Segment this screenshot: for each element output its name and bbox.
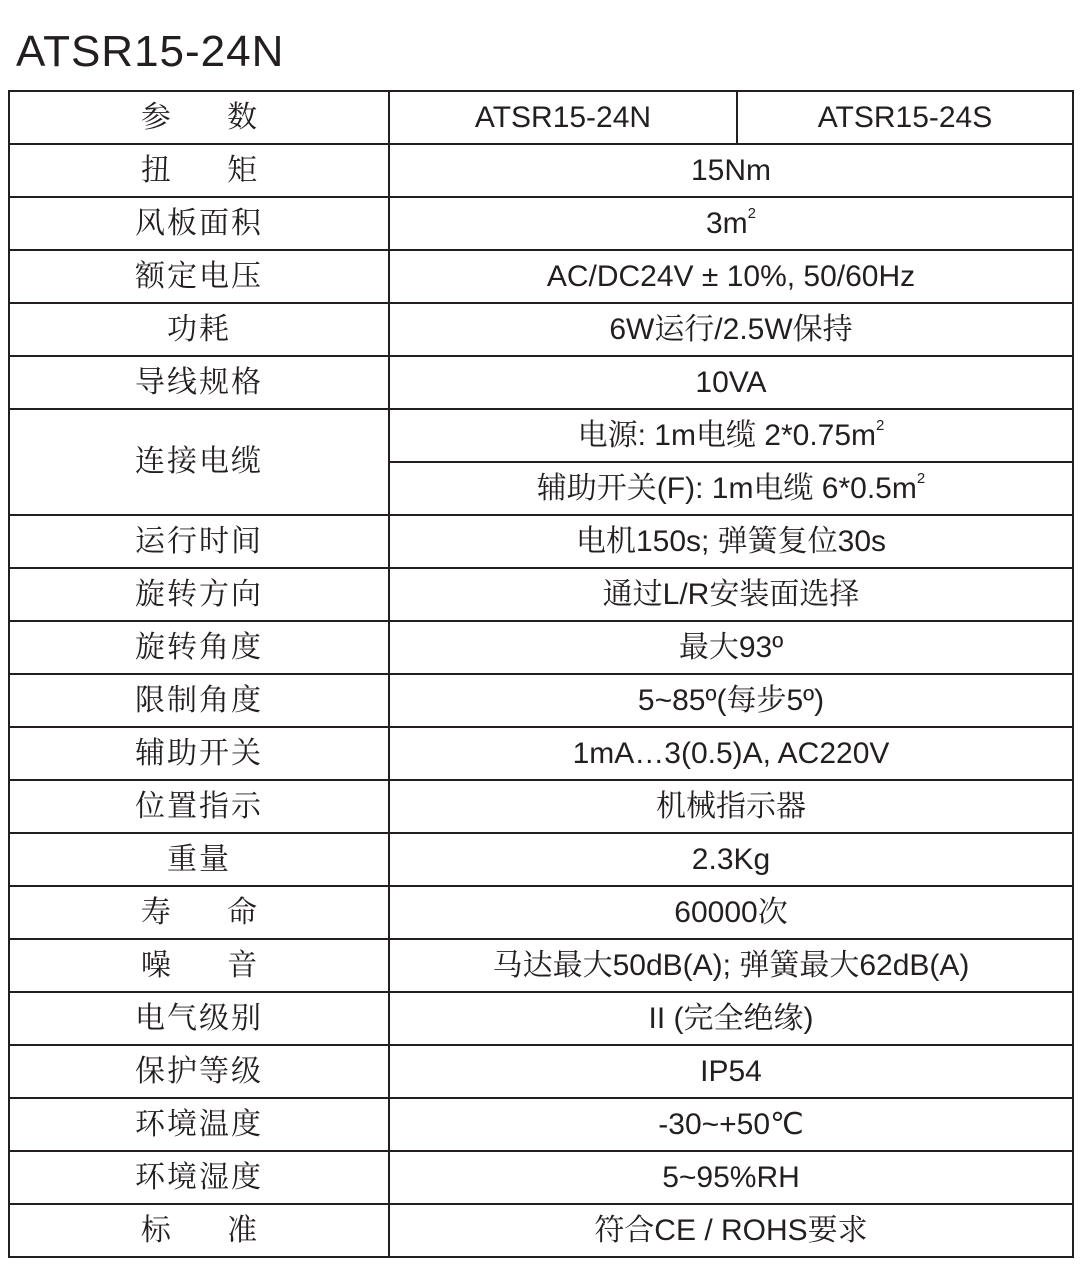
superscript: 2 bbox=[747, 204, 757, 222]
table-row bbox=[9, 621, 1073, 674]
row-value bbox=[389, 409, 1073, 462]
header-model-s: ATSR15-24S bbox=[737, 91, 1073, 144]
table-header-row bbox=[9, 91, 1073, 144]
table-row bbox=[9, 409, 1073, 462]
table-row bbox=[9, 674, 1073, 727]
superscript: 2 bbox=[916, 469, 926, 487]
row-value-text: 电源: 1m电缆 2*0.75m bbox=[577, 418, 877, 452]
row-label: 旋转方向 bbox=[9, 568, 389, 621]
table-row bbox=[9, 886, 1073, 939]
table-row bbox=[9, 1151, 1073, 1204]
row-label: 噪 音 bbox=[9, 939, 389, 992]
header-model-n: ATSR15-24N bbox=[389, 91, 737, 144]
table-row bbox=[9, 568, 1073, 621]
table-row bbox=[9, 727, 1073, 780]
row-value: 最大93º bbox=[389, 621, 1073, 674]
row-value: 5~85º(每步5º) bbox=[389, 674, 1073, 727]
row-label: 功耗 bbox=[9, 303, 389, 356]
table-row bbox=[9, 303, 1073, 356]
row-label: 电气级别 bbox=[9, 992, 389, 1045]
row-value bbox=[389, 197, 1073, 250]
table-row bbox=[9, 515, 1073, 568]
row-value: 2.3Kg bbox=[389, 833, 1073, 886]
row-value: 5~95%RH bbox=[389, 1151, 1073, 1204]
row-label: 运行时间 bbox=[9, 515, 389, 568]
page-title: ATSR15-24N bbox=[16, 27, 285, 76]
spec-table bbox=[8, 90, 1074, 1258]
row-label: 额定电压 bbox=[9, 250, 389, 303]
row-value: 15Nm bbox=[389, 144, 1073, 197]
row-value: 1mA…3(0.5)A, AC220V bbox=[389, 727, 1073, 780]
table-row bbox=[9, 197, 1073, 250]
row-value: 6W运行/2.5W保持 bbox=[389, 303, 1073, 356]
row-label: 标 准 bbox=[9, 1204, 389, 1257]
row-label: 寿 命 bbox=[9, 886, 389, 939]
row-label: 旋转角度 bbox=[9, 621, 389, 674]
row-value-text: 辅助开关(F): 1m电缆 6*0.5m bbox=[536, 471, 917, 505]
row-value: 通过L/R安装面选择 bbox=[389, 568, 1073, 621]
superscript: 2 bbox=[876, 416, 885, 434]
header-param: 参 数 bbox=[9, 91, 389, 144]
row-value: 机械指示器 bbox=[389, 780, 1073, 833]
row-label: 环境湿度 bbox=[9, 1151, 389, 1204]
row-value: 马达最大50dB(A); 弹簧最大62dB(A) bbox=[389, 939, 1073, 992]
row-value: II (完全绝缘) bbox=[389, 992, 1073, 1045]
row-value: 10VA bbox=[389, 356, 1073, 409]
row-value-text: 3m bbox=[705, 206, 748, 240]
table-row bbox=[9, 1204, 1073, 1257]
row-label: 辅助开关 bbox=[9, 727, 389, 780]
row-value: 符合CE / ROHS要求 bbox=[389, 1204, 1073, 1257]
row-label: 重量 bbox=[9, 833, 389, 886]
table-row bbox=[9, 939, 1073, 992]
row-value: IP54 bbox=[389, 1045, 1073, 1098]
row-value: 60000次 bbox=[389, 886, 1073, 939]
row-label: 连接电缆 bbox=[9, 409, 389, 515]
table-row bbox=[9, 1045, 1073, 1098]
row-label: 环境温度 bbox=[9, 1098, 389, 1151]
table-row bbox=[9, 833, 1073, 886]
row-label: 风板面积 bbox=[9, 197, 389, 250]
row-label: 保护等级 bbox=[9, 1045, 389, 1098]
row-label: 导线规格 bbox=[9, 356, 389, 409]
table-row bbox=[9, 144, 1073, 197]
row-label: 位置指示 bbox=[9, 780, 389, 833]
table-row bbox=[9, 250, 1073, 303]
row-value: -30~+50℃ bbox=[389, 1098, 1073, 1151]
table-row bbox=[9, 356, 1073, 409]
table-row bbox=[9, 1098, 1073, 1151]
row-label: 限制角度 bbox=[9, 674, 389, 727]
table-row bbox=[9, 992, 1073, 1045]
row-value-secondary bbox=[389, 462, 1073, 515]
row-value: AC/DC24V ± 10%, 50/60Hz bbox=[389, 250, 1073, 303]
row-label: 扭 矩 bbox=[9, 144, 389, 197]
row-value: 电机150s; 弹簧复位30s bbox=[389, 515, 1073, 568]
table-row bbox=[9, 780, 1073, 833]
